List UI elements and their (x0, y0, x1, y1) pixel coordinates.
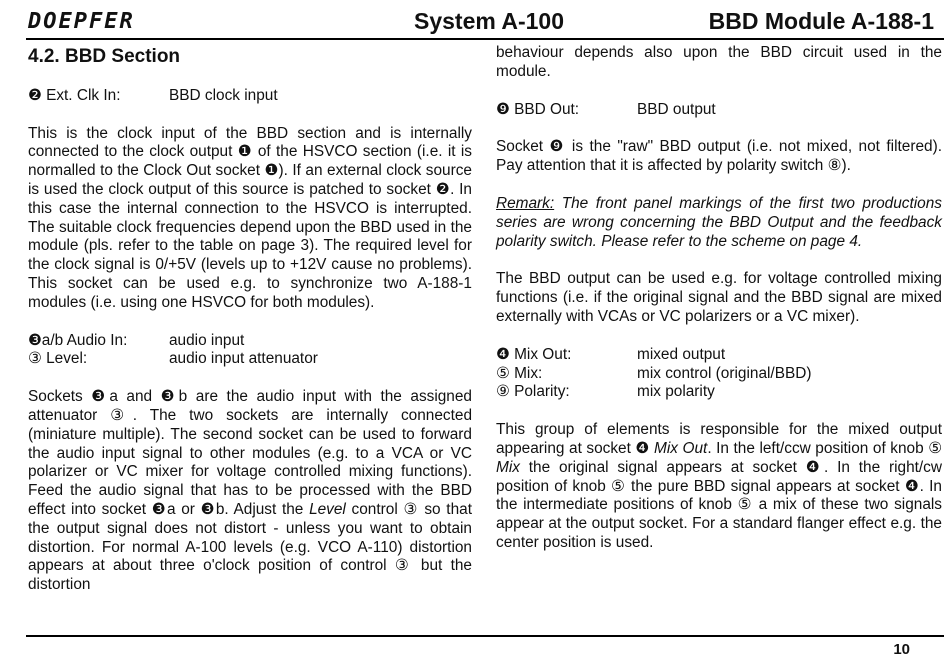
text-run: Sockets ❸a and ❸b are the audio input with the assigned attenuator ③. The two sockets are internally connected (miniature multiple). The second socket can be used to forward the audio input signal to other modules (e.g. to a VCA or VC polarizer or VC mixer for voltage controlled mixing functions). Feed the audio signal that has to be processed with the BBD effect into socket ❸a or ❸b. Adjust the (28, 388, 472, 518)
def-term: ❾ BBD Out: (496, 100, 580, 118)
def-term: ③ Level: (28, 350, 88, 368)
text-run: the original signal appears at socket ❹. In the right/cw position of knob ⑤ the pure BBD signal appears at socket ❹. In the intermediate positions of knob ⑤ a mix of these two signals appear at the output socket. For a standard flanger effect e.g. the center position is used. (496, 458, 942, 551)
def-desc: BBD output (637, 100, 716, 118)
paragraph-audio (28, 388, 472, 595)
def-polarity (496, 383, 942, 402)
emphasis-mix: Mix (496, 458, 520, 476)
remark-label: Remark: (496, 194, 555, 212)
emphasis-level: Level (309, 500, 346, 518)
doepfer-logo: DOEPFER (28, 9, 135, 34)
def-desc: audio input attenuator (169, 350, 318, 368)
def-term: ⑤ Mix: (496, 364, 543, 382)
def-level (28, 350, 472, 369)
remark-text: The front panel markings of the first two productions series are wrong concerning the BBD Output and the feedback polarity switch. Please refer to the scheme on page 4. (496, 194, 942, 250)
right-column (496, 44, 942, 572)
def-desc: mix polarity (637, 383, 715, 401)
text-run: This group of elements is responsible for the mixed output appearing at socket ❹ (496, 421, 942, 457)
def-desc: mixed output (637, 345, 726, 363)
def-group-mix (496, 346, 942, 402)
def-desc: mix control (original/BBD) (637, 364, 812, 382)
text-run: control ③ so that the output signal does not distort - unless you want to obtain distortion. For normal A-100 levels (e.g. VCO A-110) distortion appears at about three o'clock position of control ③ but the distortion (28, 500, 472, 594)
header-rule (26, 38, 944, 40)
def-term: ❸a/b Audio In: (28, 331, 128, 349)
def-audio-in (28, 332, 472, 351)
section-heading: 4.2. BBD Section (28, 46, 181, 67)
def-bbd-out (496, 101, 942, 120)
def-desc: BBD clock input (169, 86, 278, 104)
def-ext-clk (28, 87, 472, 106)
paragraph-mix (496, 421, 942, 553)
paragraph-bbd-usage: The BBD output can be used e.g. for voltage controlled mixing functions (i.e. if the original signal and the BBD signal are mixed externally with VCAs or VC polarizers or a VC mixer). (496, 270, 942, 325)
footer-rule (26, 635, 944, 637)
def-term: ⑨ Polarity: (496, 383, 570, 401)
left-column (28, 44, 472, 614)
system-title: System A-100 (414, 8, 565, 34)
def-mix-out (496, 346, 942, 365)
text-run: . In the left/ccw position of knob ⑤ (707, 439, 942, 457)
paragraph-bbd-out: Socket ❾ is the "raw" BBD output (i.e. not mixed, not filtered). Pay attention that it is affected by polarity switch ⑧). (496, 138, 942, 175)
paragraph-remark (496, 195, 942, 251)
paragraph-continued: behaviour depends also upon the BBD circuit used in the module. (496, 44, 942, 80)
def-group-audio (28, 332, 472, 370)
page-header (26, 6, 940, 36)
emphasis-mix-out: Mix Out (654, 439, 708, 457)
page-number: 10 (893, 641, 910, 658)
def-desc: audio input (169, 331, 245, 349)
paragraph-clock: This is the clock input of the BBD section and is internally connected to the clock output ❶ of the HSVCO section (i.e. it is normalled to the Clock Out socket ❶). If an external clock source is used the clock output of this source is patched to socket ❷. In this case the internal connection to the HSVCO is interrupted. The suitable clock frequencies depend upon the BBD used in the module (pls. refer to the table on page 3). The required level for the clock signal is 0/+5V (levels up to +12V cause no problems). This socket can be used e.g. to synchronize two A-188-1 modules (i.e. using one HSVCO for both modules). (28, 124, 472, 311)
def-term: ❷ Ext. Clk In: (28, 86, 121, 104)
def-mix (496, 365, 942, 384)
module-title: BBD Module A-188-1 (708, 8, 934, 34)
def-term: ❹ Mix Out: (496, 345, 572, 363)
